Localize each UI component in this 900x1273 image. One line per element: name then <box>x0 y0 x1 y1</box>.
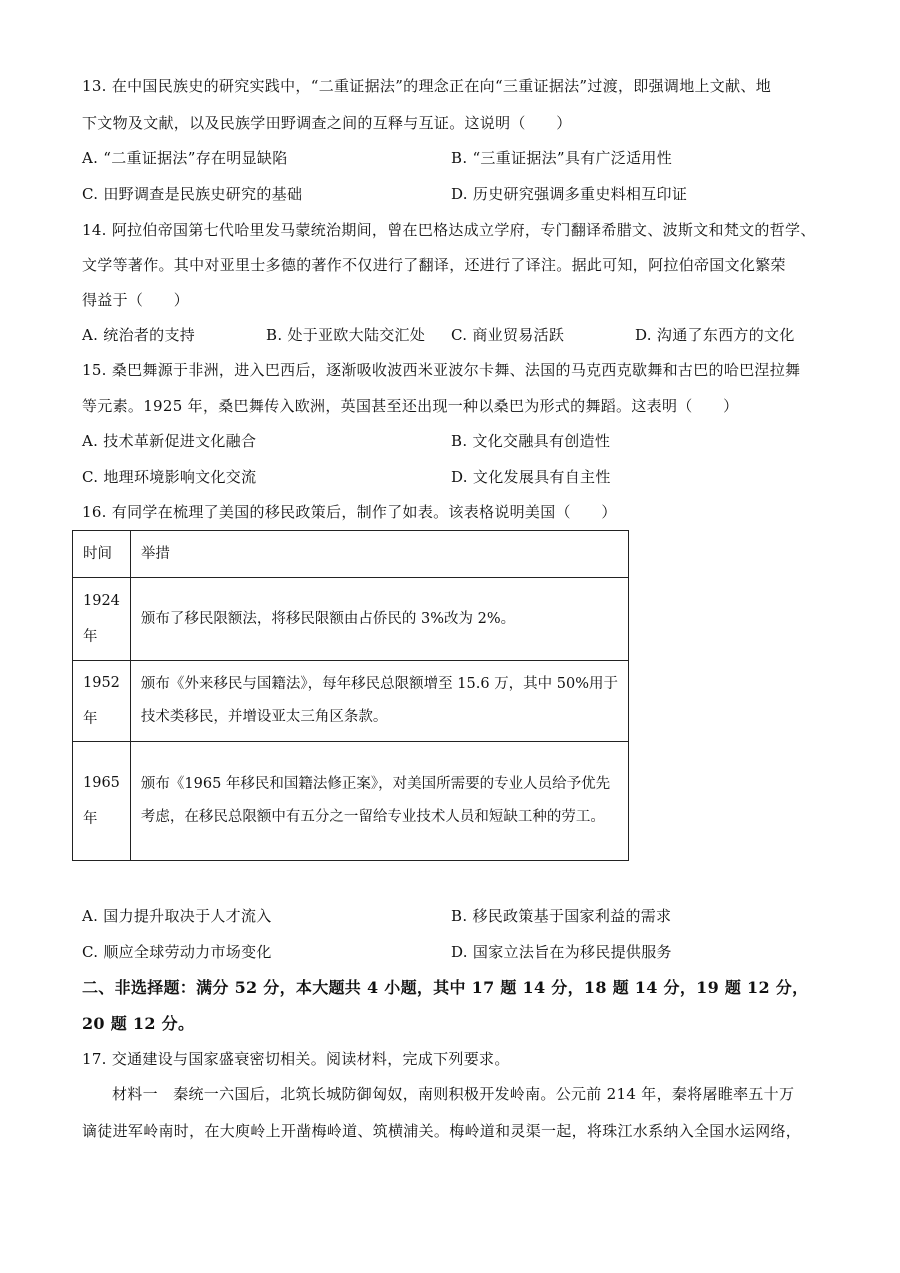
q16-stem-line1: 16. 有同学在梳理了美国的移民政策后，制作了如表。该表格说明美国（ ） <box>82 503 617 521</box>
q15-option-d: D. 文化发展具有自主性 <box>451 468 611 486</box>
q15-option-a: A. 技术革新促进文化融合 <box>82 432 257 450</box>
q17-material1-line1: 材料一 秦统一六国后，北筑长城防御匈奴，南则积极开发岭南。公元前 214 年，秦将屠睢率五十万 <box>112 1085 795 1103</box>
table-header-row <box>73 531 629 578</box>
q13-option-d: D. 历史研究强调多重史料相互印证 <box>451 185 688 203</box>
immigration-policy-table <box>72 530 629 861</box>
table-header-measure: 举措 <box>130 531 628 578</box>
q14-stem-line2: 文学等著作。其中对亚里士多德的著作不仅进行了翻译，还进行了译注。据此可知，阿拉伯帝国文化繁荣 <box>82 256 786 274</box>
table-cell-year <box>73 578 131 661</box>
q16-option-d: D. 国家立法旨在为移民提供服务 <box>451 943 672 961</box>
year-number: 1952 <box>83 675 120 691</box>
table-cell-measure: 颁布了移民限额法，将移民限额由占侨民的 3%改为 2%。 <box>130 578 628 661</box>
q15-stem-line1: 15. 桑巴舞源于非洲，进入巴西后，逐渐吸收波西米亚波尔卡舞、法国的马克西克歇舞和古巴的哈巴涅拉舞 <box>82 361 801 379</box>
section2-heading-line1: 二、非选择题：满分 52 分，本大题共 4 小题，其中 17 题 14 分，18 题 14 分，19 题 12 分， <box>82 978 809 997</box>
table-header-time: 时间 <box>73 531 131 578</box>
q17-material1-line2: 谪徒进军岭南时，在大庾岭上开凿梅岭道、筑横浦关。梅岭道和灵渠一起，将珠江水系纳入全国水运网络， <box>82 1122 802 1140</box>
q13-option-c: C. 田野调查是民族史研究的基础 <box>82 185 303 203</box>
table-cell-year <box>73 742 131 861</box>
q13-option-b: B. “三重证据法”具有广泛适用性 <box>451 149 672 167</box>
table-cell-measure: 颁布《外来移民与国籍法》，每年移民总限额增至 15.6 万，其中 50%用于技术类移民，并增设亚太三角区条款。 <box>130 661 628 742</box>
q15-option-b: B. 文化交融具有创造性 <box>451 432 611 450</box>
q16-option-c: C. 顺应全球劳动力市场变化 <box>82 943 272 961</box>
table-row <box>73 578 629 661</box>
table-cell-year <box>73 661 131 742</box>
year-suffix: 年 <box>83 711 98 727</box>
q15-stem-line2: 等元素。1925 年，桑巴舞传入欧洲，英国甚至还出现一种以桑巴为形式的舞蹈。这表明（ ） <box>82 397 739 415</box>
table-row <box>73 742 629 861</box>
q14-option-c: C. 商业贸易活跃 <box>451 326 565 344</box>
year-number: 1965 <box>83 775 120 791</box>
q13-option-a: A. “二重证据法”存在明显缺陷 <box>82 149 288 167</box>
q14-option-b: B. 处于亚欧大陆交汇处 <box>266 326 426 344</box>
q13-stem-line1: 13. 在中国民族史的研究实践中，“二重证据法”的理念正在向“三重证据法”过渡，即强调地上文献、地 <box>82 77 772 95</box>
q14-option-d: D. 沟通了东西方的文化 <box>635 326 795 344</box>
q15-option-c: C. 地理环境影响文化交流 <box>82 468 257 486</box>
q16-option-b: B. 移民政策基于国家利益的需求 <box>451 907 672 925</box>
q14-stem-line1: 14. 阿拉伯帝国第七代哈里发马蒙统治期间，曾在巴格达成立学府，专门翻译希腊文、波斯文和梵文的哲学、 <box>82 221 816 239</box>
q13-stem-line2: 下文物及文献，以及民族学田野调查之间的互释与互证。这说明（ ） <box>82 114 572 132</box>
year-number: 1924 <box>83 593 120 609</box>
q17-stem-line1: 17. 交通建设与国家盛衰密切相关。阅读材料，完成下列要求。 <box>82 1050 510 1068</box>
year-suffix: 年 <box>83 811 98 827</box>
q14-option-a: A. 统治者的支持 <box>82 326 196 344</box>
section2-heading-line2: 20 题 12 分。 <box>82 1014 195 1033</box>
year-suffix: 年 <box>83 629 98 645</box>
table-cell-measure: 颁布《1965 年移民和国籍法修正案》，对美国所需要的专业人员给予优先考虑，在移民总限额中有五分之一留给专业技术人员和短缺工种的劳工。 <box>130 742 628 861</box>
q14-stem-line3: 得益于（ ） <box>82 291 190 309</box>
q16-option-a: A. 国力提升取决于人才流入 <box>82 907 272 925</box>
table-row <box>73 661 629 742</box>
